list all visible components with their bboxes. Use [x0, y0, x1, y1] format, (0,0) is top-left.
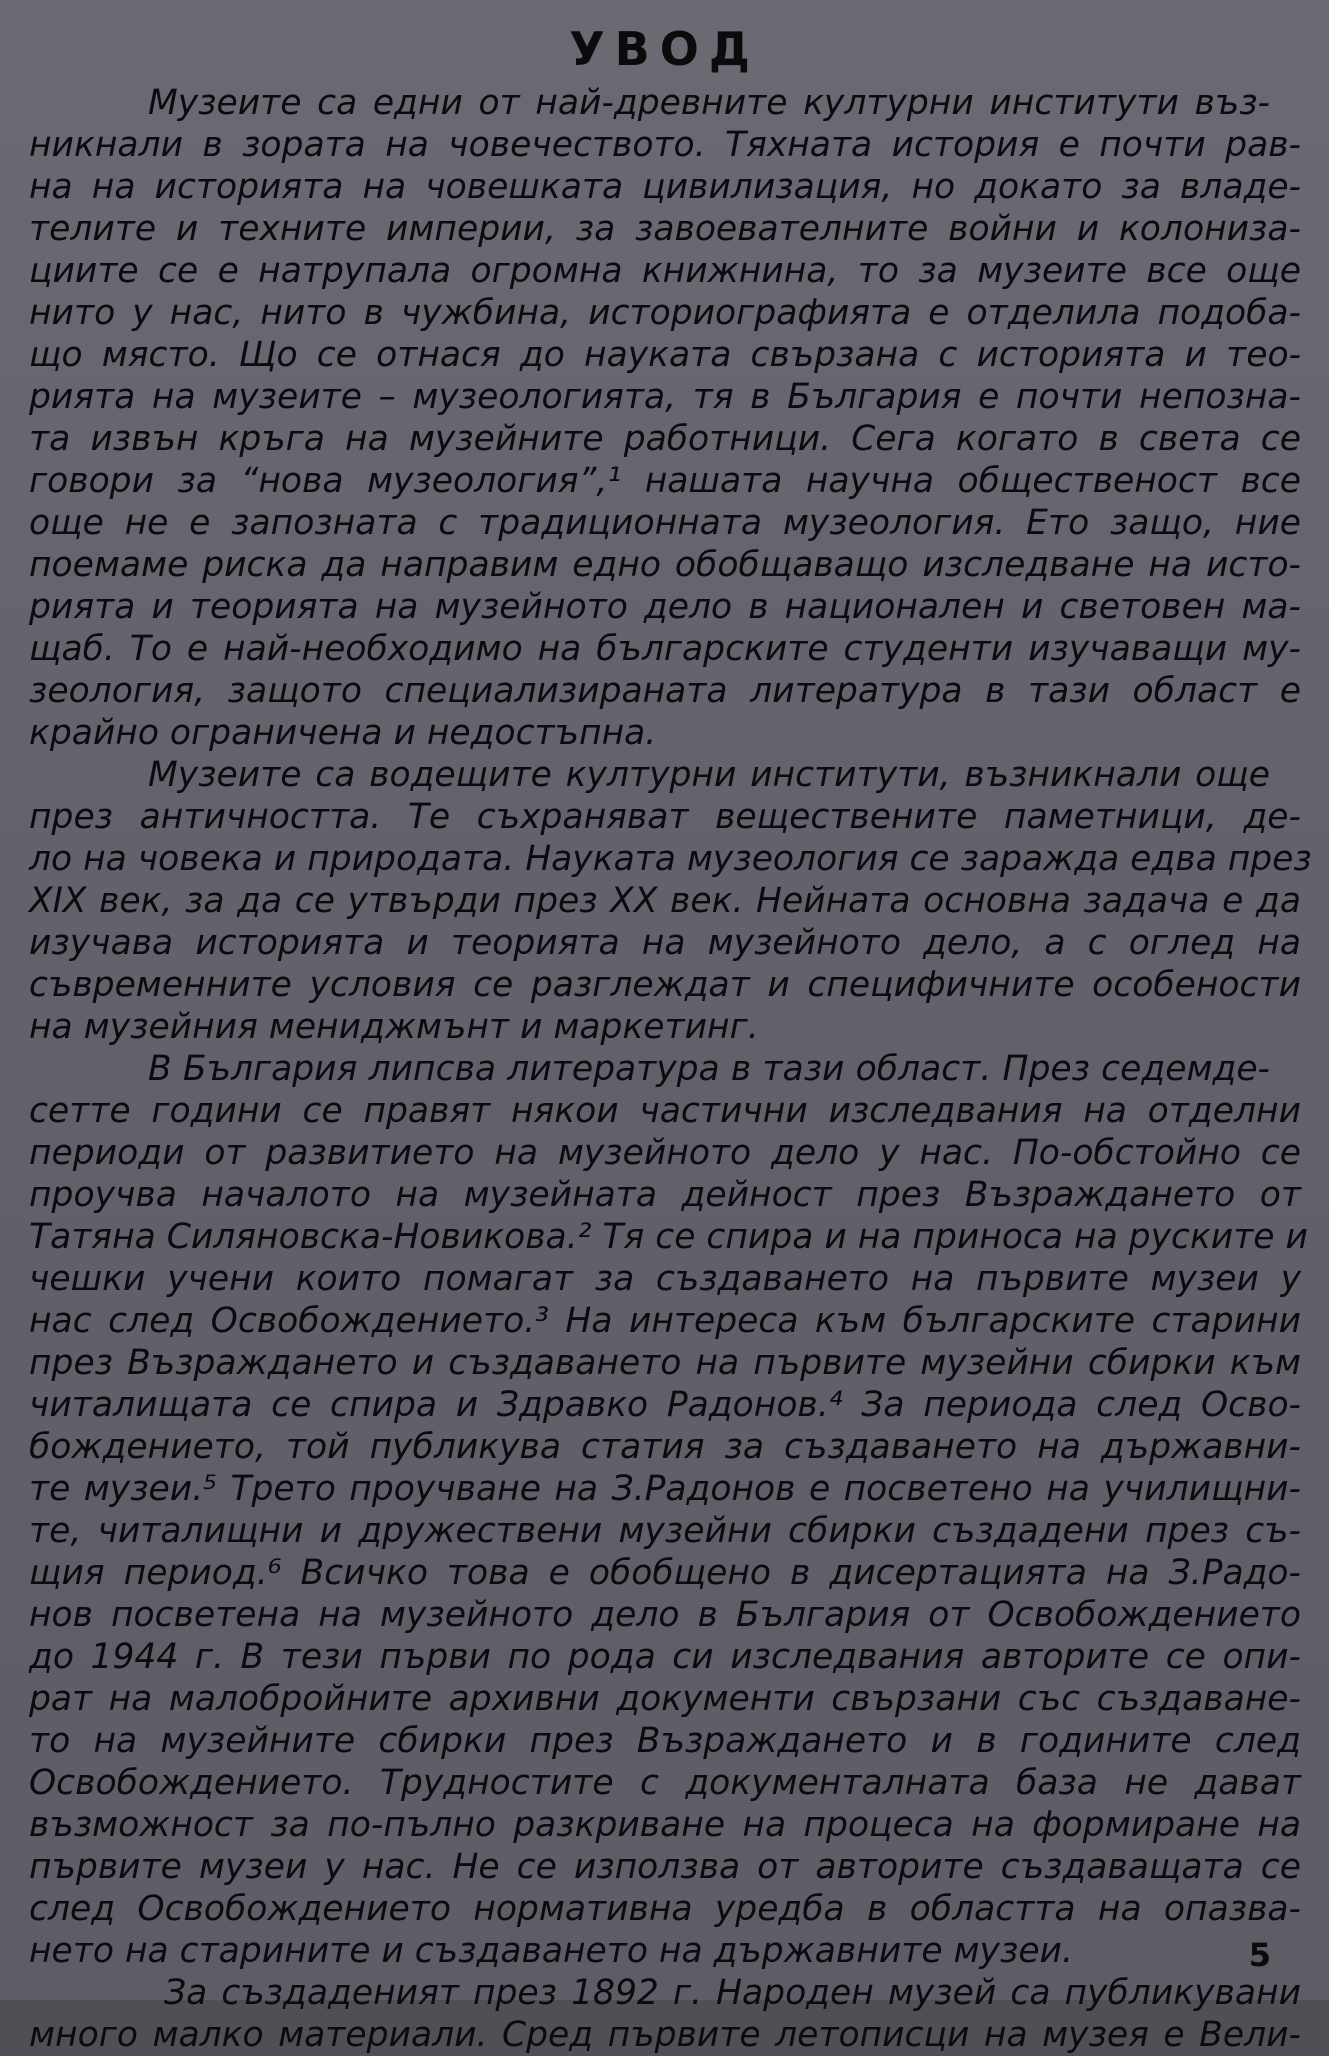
page-body-text — [29, 82, 1312, 2056]
text-line: никнали в зората на човечеството. Тяхната история е почти рав- — [29, 125, 1301, 165]
text-line: нито у нас, нито в чужбина, историографията е отделила подоба- — [29, 293, 1301, 333]
text-line: телите и техните империи, за завоевателните войни и колониза- — [29, 209, 1301, 249]
text-line: рат на малобройните архивни документи свързани със създаване- — [29, 1679, 1301, 1719]
text-line: те, читалищни и дружествени музейни сбирки създадени през съ- — [29, 1511, 1301, 1551]
text-line: то на музейните сбирки през Възраждането и в годините след — [29, 1721, 1301, 1761]
text-line: те музеи.⁵ Трето проучване на З.Радонов е посветено на училищни- — [29, 1469, 1301, 1509]
text-line: нас след Освобождението.³ На интереса към българските старини — [29, 1301, 1301, 1341]
text-line: читалищата се спира и Здравко Радонов.⁴ За периода след Осво- — [29, 1385, 1301, 1425]
text-line: щия период.⁶ Всичко това е обобщено в дисертацията на З.Радо- — [29, 1553, 1301, 1593]
text-line: що място. Що се отнася до науката свързана с историята и тео- — [29, 335, 1301, 375]
text-line: крайно ограничена и недостъпна. — [29, 713, 657, 753]
text-line: щаб. То е най-необходимо на българските студенти изучаващи му- — [29, 629, 1301, 669]
text-line: XIX век, за да се утвърди през XX век. Нейната основна задача е да — [29, 881, 1301, 921]
text-line: нето на старините и създаването на държавните музеи. — [29, 1931, 1073, 1971]
text-line: Освобождението. Трудностите с документалната база не дават — [29, 1763, 1301, 1803]
text-line: до 1944 г. В тези първи по рода си изследвания авторите се опи- — [29, 1637, 1301, 1677]
text-line: проучва началото на музейната дейност през Възраждането от — [29, 1175, 1301, 1215]
text-line: Музеите са едни от най-древните културни институти въз- — [148, 83, 1270, 123]
text-line: зеология, защото специализираната литература в тази област е — [29, 671, 1301, 711]
text-line: говори за “нова музеология”,¹ нашата научна общественост все — [29, 461, 1301, 501]
text-line: възможност за по-пълно разкриване на процеса на формиране на — [29, 1805, 1301, 1845]
text-line: рията и теорията на музейното дело в национален и световен ма- — [29, 587, 1301, 627]
text-line: след Освобождението нормативна уредба в областта на опазва- — [29, 1889, 1301, 1929]
text-line: та извън кръга на музейните работници. Сега когато в света се — [29, 419, 1301, 459]
text-line: още не е запозната с традиционната музеология. Ето защо, ние — [29, 503, 1301, 543]
text-line: съвременните условия се разглеждат и специфичните особености — [29, 965, 1301, 1005]
text-line: бождението, той публикува статия за създаването на държавни- — [29, 1427, 1301, 1467]
text-line: нов посветена на музейното дело в България от Освобождението — [29, 1595, 1301, 1635]
chapter-heading: УВОД — [569, 22, 760, 76]
text-line: на музейния мениджмънт и маркетинг. — [29, 1007, 759, 1047]
text-line: сетте години се правят някои частични изследвания на отделни — [29, 1091, 1301, 1131]
text-line: Татяна Силяновска-Новикова.² Тя се спира и на приноса на руските и — [29, 1217, 1308, 1257]
text-line: на на историята на човешката цивилизация, но докато за владе- — [29, 167, 1301, 207]
text-line: през античността. Те съхраняват веществените паметници, де- — [29, 797, 1301, 837]
text-line: първите музеи у нас. Не се използва от авторите създаващата се — [29, 1847, 1301, 1887]
text-line: В България липсва литература в тази област. През седемде- — [148, 1049, 1270, 1089]
text-line: ло на човека и природата. Науката музеология се заражда едва през — [29, 839, 1312, 879]
text-line: поемаме риска да направим едно обобщаващо изследване на исто- — [29, 545, 1301, 585]
text-line: циите се е натрупала огромна книжнина, то за музеите все още — [29, 251, 1301, 291]
page-number: 5 — [1248, 1936, 1271, 1974]
text-line: изучава историята и теорията на музейното дело, а с оглед на — [29, 923, 1301, 963]
text-line: чешки учени които помагат за създаването на първите музеи у — [29, 1259, 1301, 1299]
text-line: За създаденият през 1892 г. Народен музей са публикувани — [164, 1973, 1301, 2013]
text-line: периоди от развитието на музейното дело у нас. По-обстойно се — [29, 1133, 1301, 1173]
text-line: рията на музеите – музеологията, тя в България е почти непозна- — [29, 377, 1301, 417]
text-line: през Възраждането и създаването на първите музейни сбирки към — [29, 1343, 1301, 1383]
text-line: много малко материали. Сред първите летописци на музея е Вели- — [29, 2015, 1301, 2055]
text-line: Музеите са водещите културни институти, възникнали още — [148, 755, 1270, 795]
